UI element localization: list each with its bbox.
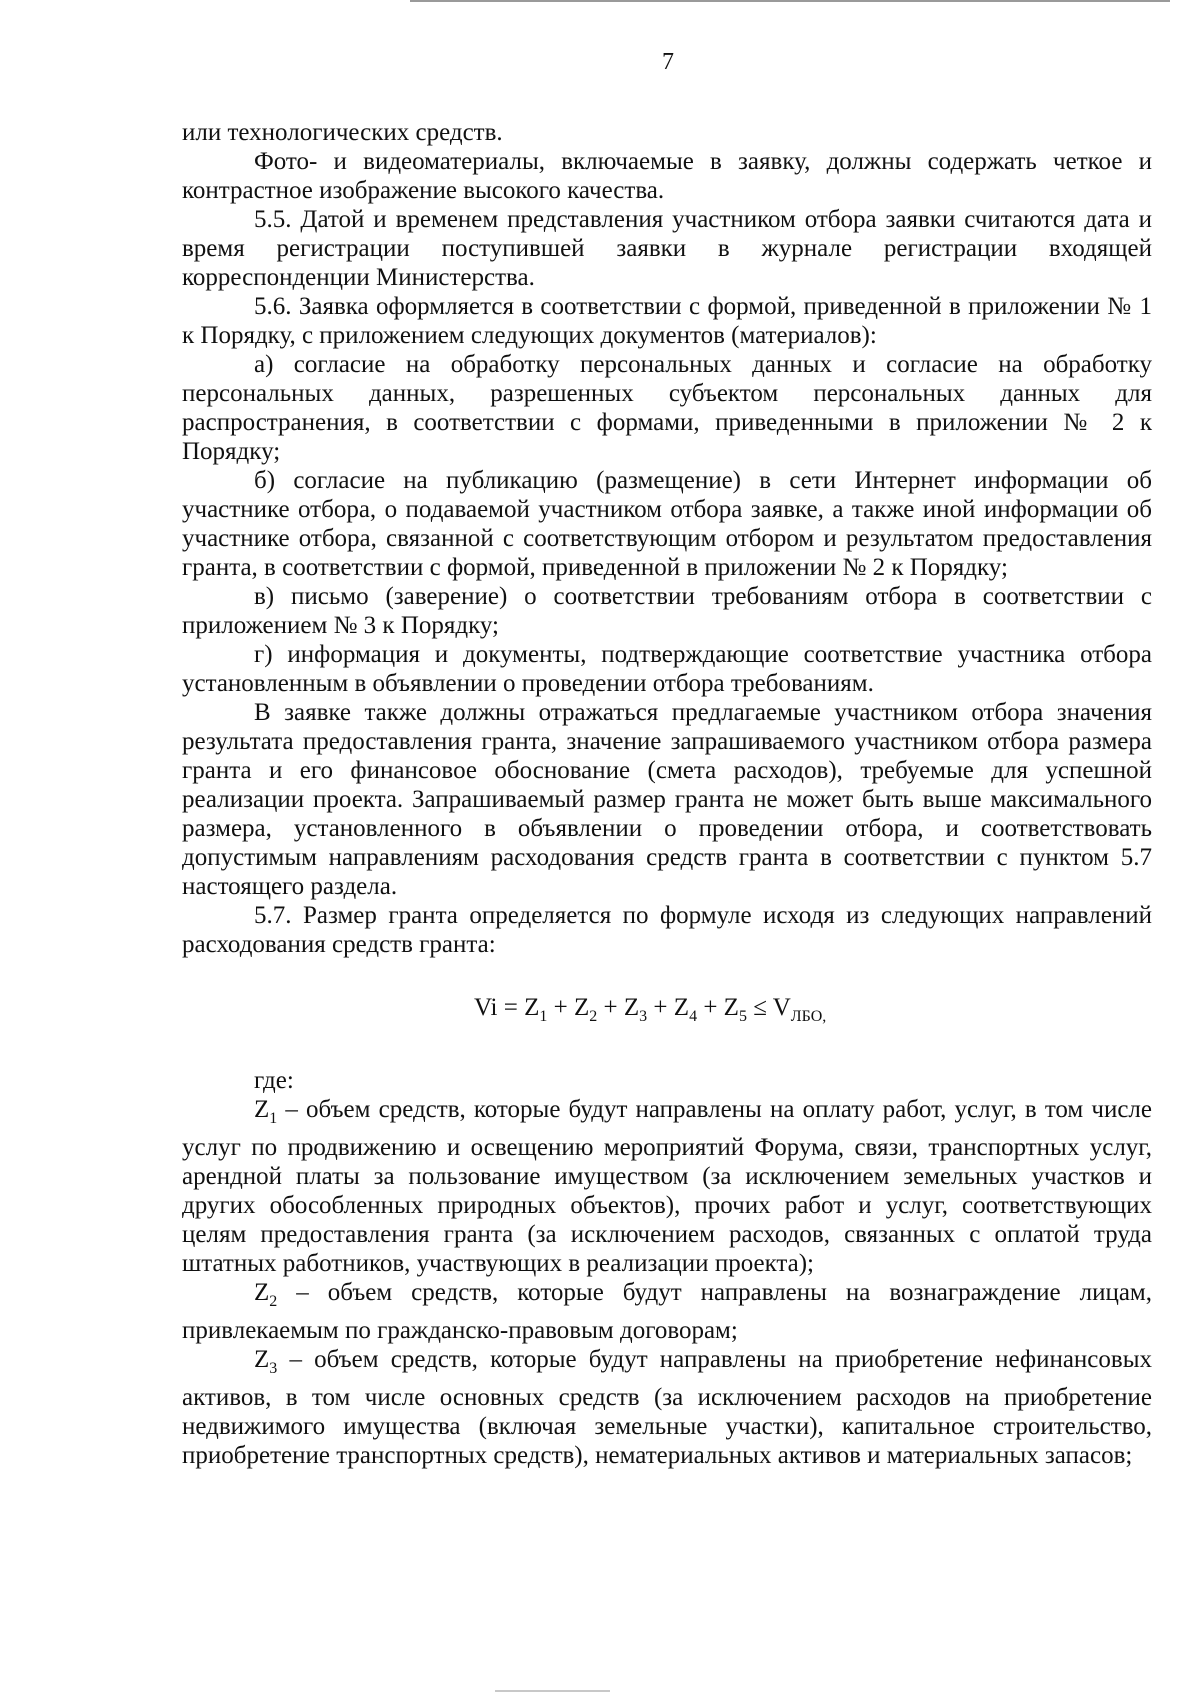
scan-top-edge-line (410, 0, 1170, 2)
paragraph-application-values: В заявке также должны отражаться предлагаемые участником отбора значения результата предоставления гранта, значение запрашиваемого участником отбора размера гранта и его финансовое обоснование (смета расходов), требуемые для успешной реализации проекта. Запрашиваемый размер гранта не может быть выше максимального размера, установленного в объявлении о проведении отбора, и соответствовать допустимым направлениям расходования средств гранта в соответствии с пунктом 5.7 настоящего раздела. (182, 699, 1152, 900)
paragraph-5-6: 5.6. Заявка оформляется в соответствии с формой, приведенной в приложении № 1 к Порядку, с приложением следующих документов (материалов): (182, 293, 1152, 349)
where-label: где: (254, 1067, 294, 1094)
list-item-a: а) согласие на обработку персональных данных и согласие на обработку персональных данных, разрешенных субъектом персональных данных для распространения, в соответствии с формами, приведенными в приложении № 2 к Порядку; (182, 351, 1152, 465)
grant-formula: $Vi = Z_1 + Z_2 + Z_3 + Z_4 + Z_5 \le V_{ЛБО,}$ (474, 994, 827, 1025)
scan-bottom-mark (495, 1690, 610, 1692)
page-number: 7 (662, 49, 674, 75)
paragraph-5-7: 5.7. Размер гранта определяется по формуле исходя из следующих направлений расходования средств гранта: (182, 902, 1152, 958)
paragraph-photo-video: Фото- и видеоматериалы, включаемые в заявку, должны содержать четкое и контрастное изображение высокого качества. (182, 148, 1152, 204)
document-body (182, 118, 1152, 1470)
list-item-b: б) согласие на публикацию (размещение) в сети Интернет информации об участнике отбора, о подаваемой участником отбора заявке, а также иной информации об участнике отбора, связанной с соответствующим отбором и результатом предоставления гранта, в соответствии с формой, приведенной в приложении № 2 к Порядку; (182, 467, 1152, 581)
list-item-g: г) информация и документы, подтверждающие соответствие участника отбора установленным в объявлении о проведении отбора требованиям. (182, 641, 1152, 697)
list-item-v: в) письмо (заверение) о соответствии требованиям отбора в соответствии с приложением № 3 к Порядку; (182, 583, 1152, 639)
definition-z1: $Z_1$ – объем средств, которые будут направлены на оплату работ, услуг, в том числе услуг по продвижению и освещению мероприятий Форума, связи, транспортных услуг, арендной платы за пользование имуществом (за исключением земельных участков и других обособленных природных объектов), прочих работ и услуг, соответствующих целям предоставления гранта (за исключением расходов, связанных с оплатой труда штатных работников, участвующих в реализации проекта); (182, 1096, 1152, 1277)
definition-z2: $Z_2$ – объем средств, которые будут направлены на вознаграждение лицам, привлекаемым по гражданско-правовым договорам; (182, 1279, 1152, 1344)
paragraph-continuation: или технологических средств. (182, 119, 503, 146)
paragraph-5-5: 5.5. Датой и временем представления участником отбора заявки считаются дата и время регистрации поступившей заявки в журнале регистрации входящей корреспонденции Министерства. (182, 206, 1152, 291)
definition-z3: $Z_3$ – объем средств, которые будут направлены на приобретение нефинансовых активов, в том числе основных средств (за исключением расходов на приобретение недвижимого имущества (включая земельные участки), капитальное строительство, приобретение транспортных средств), нематериальных активов и материальных запасов; (182, 1346, 1152, 1469)
